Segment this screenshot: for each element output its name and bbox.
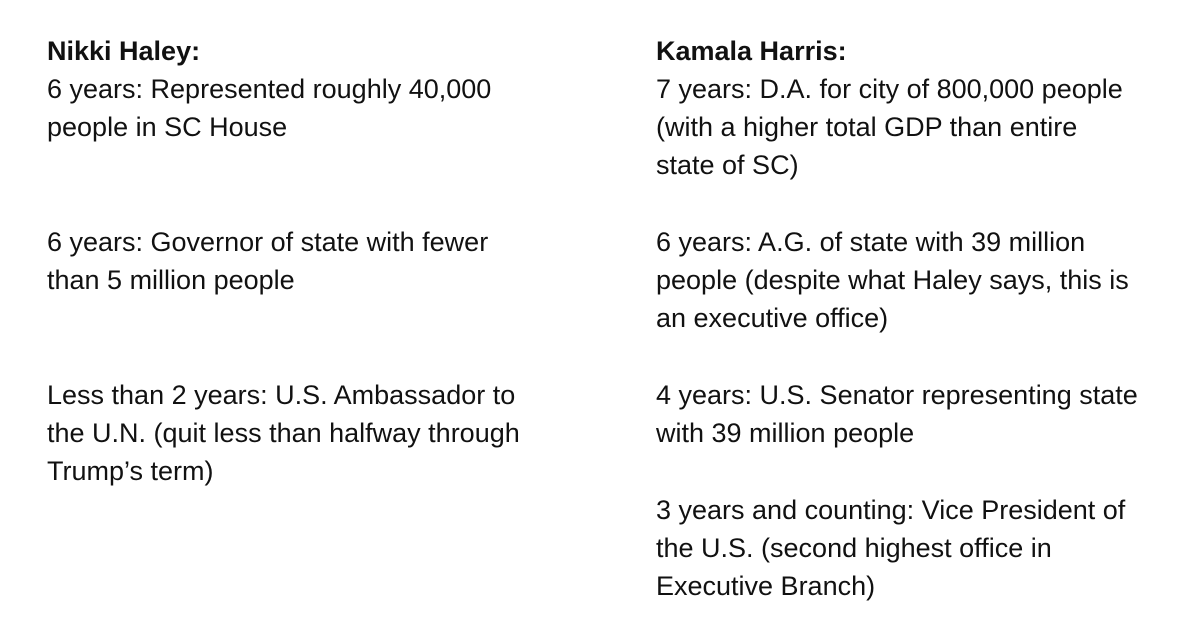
haley-column bbox=[47, 32, 607, 490]
haley-entry-ambassador: Less than 2 years: U.S. Ambassador to the U.N. (quit less than halfway through Trump’s term) bbox=[47, 380, 520, 486]
harris-entry-senator: 4 years: U.S. Senator representing state with 39 million people bbox=[656, 380, 1138, 448]
harris-entry-da: 7 years: D.A. for city of 800,000 people (with a higher total GDP than entire state of SC) bbox=[656, 74, 1123, 180]
harris-column bbox=[656, 32, 1186, 605]
haley-entry-sc-house: 6 years: Represented roughly 40,000 people in SC House bbox=[47, 74, 492, 142]
harris-heading: Kamala Harris: bbox=[656, 36, 847, 66]
haley-heading: Nikki Haley: bbox=[47, 36, 201, 66]
harris-entry-vice-president: 3 years and counting: Vice President of the U.S. (second highest office in Executive Branch) bbox=[656, 495, 1126, 601]
harris-entry-ag: 6 years: A.G. of state with 39 million people (despite what Haley says, this is an executive office) bbox=[656, 227, 1129, 333]
haley-entry-governor: 6 years: Governor of state with fewer than 5 million people bbox=[47, 227, 489, 295]
